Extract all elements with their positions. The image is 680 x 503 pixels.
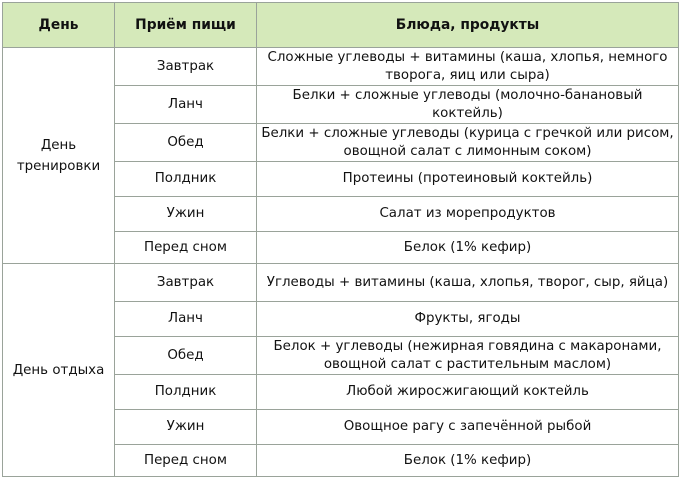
table-row <box>3 48 679 86</box>
food-cell: Сложные углеводы + витамины (каша, хлопья, немного творога, яиц или сыра) <box>257 48 679 86</box>
table-row <box>3 264 679 302</box>
meal-cell: Завтрак <box>115 48 257 86</box>
meal-cell: Перед сном <box>115 232 257 264</box>
day-cell-rest: День отдыха <box>3 264 115 477</box>
day-cell-training: День тренировки <box>3 48 115 264</box>
food-cell: Белок + углеводы (нежирная говядина с макаронами, овощной салат с растительным маслом) <box>257 337 679 375</box>
food-cell: Фрукты, ягоды <box>257 302 679 337</box>
meal-cell: Перед сном <box>115 445 257 477</box>
food-cell: Любой жиросжигающий коктейль <box>257 375 679 410</box>
meal-cell: Ужин <box>115 410 257 445</box>
header-day: День <box>3 3 115 48</box>
food-cell: Белки + сложные углеводы (курица с гречкой или рисом, овощной салат с лимонным соком) <box>257 124 679 162</box>
header-food: Блюда, продукты <box>257 3 679 48</box>
meal-cell: Обед <box>115 124 257 162</box>
header-row <box>3 3 679 48</box>
meal-cell: Ужин <box>115 197 257 232</box>
food-cell: Белки + сложные углеводы (молочно-банановый коктейль) <box>257 86 679 124</box>
food-cell: Углеводы + витамины (каша, хлопья, творог, сыр, яйца) <box>257 264 679 302</box>
meal-cell: Полдник <box>115 375 257 410</box>
meal-cell: Ланч <box>115 86 257 124</box>
meal-cell: Ланч <box>115 302 257 337</box>
header-meal: Приём пищи <box>115 3 257 48</box>
diet-table <box>2 2 679 477</box>
food-cell: Протеины (протеиновый коктейль) <box>257 162 679 197</box>
food-cell: Салат из морепродуктов <box>257 197 679 232</box>
meal-cell: Завтрак <box>115 264 257 302</box>
meal-cell: Полдник <box>115 162 257 197</box>
food-cell: Белок (1% кефир) <box>257 445 679 477</box>
table-body <box>3 48 679 477</box>
food-cell: Белок (1% кефир) <box>257 232 679 264</box>
meal-cell: Обед <box>115 337 257 375</box>
table-header <box>3 3 679 48</box>
food-cell: Овощное рагу с запечённой рыбой <box>257 410 679 445</box>
